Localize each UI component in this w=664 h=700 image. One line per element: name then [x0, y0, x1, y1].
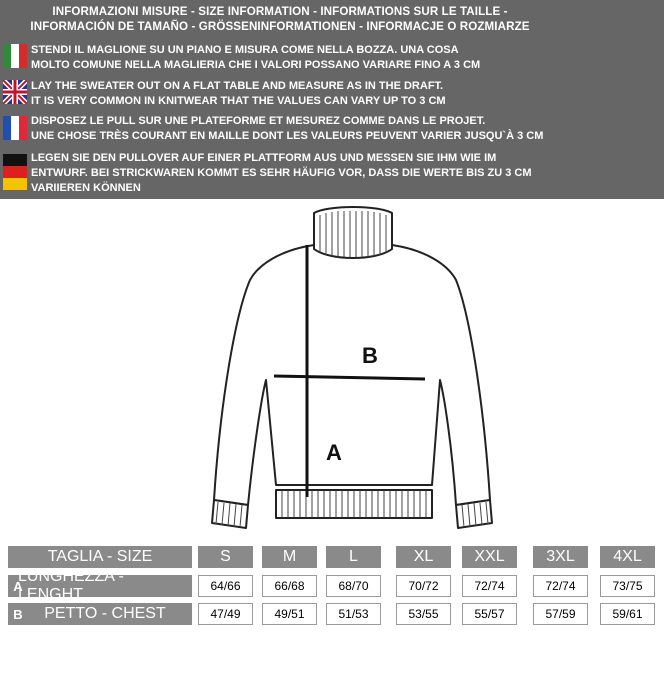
- instruction-italian-text: [31, 43, 480, 73]
- length-value: 72/74: [462, 575, 517, 597]
- row-letter-b: B: [13, 606, 23, 622]
- banner-title-line1: INFORMAZIONI MISURE - SIZE INFORMATION - INFORMATIONS SUR LE TAILLE -: [52, 5, 508, 18]
- size-header: XXL: [462, 546, 517, 568]
- row-label-length: [8, 568, 192, 603]
- instruction-line: LAY THE SWEATER OUT ON A FLAT TABLE AND MEASURE AS IN THE DRAFT.: [31, 80, 444, 92]
- row-label-chest: [8, 603, 192, 625]
- size-header: S: [198, 546, 253, 568]
- instruction-line: IT IS VERY COMMON IN KNITWEAR THAT THE VALUES CAN VARY UP TO 3 CM: [31, 95, 446, 107]
- instruction-line: VARIIEREN KÖNNEN: [31, 182, 141, 194]
- size-header-label: TAGLIA - SIZE: [8, 546, 192, 568]
- instruction-german-text: [31, 151, 532, 196]
- italy-flag-icon: [3, 44, 27, 68]
- instruction-french-text: [31, 114, 543, 144]
- instruction-line: ENTWURF. BEI STRICKWAREN KOMMT ES SEHR HÄUFIG VOR, DASS DIE WERTE BIS ZU 3 CM: [31, 167, 532, 179]
- length-value: 70/72: [396, 575, 451, 597]
- size-header: 4XL: [600, 546, 655, 568]
- instruction-line: DISPOSEZ LE PULL SUR UNE PLATEFORME ET MESUREZ COMME DANS LE PROJET.: [31, 115, 486, 127]
- uk-flag-icon: [3, 80, 27, 104]
- chest-value: 53/55: [396, 603, 451, 625]
- length-value: 64/66: [198, 575, 253, 597]
- sweater-diagram: [200, 205, 500, 535]
- instruction-english-text: [31, 79, 446, 109]
- size-header: 3XL: [533, 546, 588, 568]
- chest-value: 47/49: [198, 603, 253, 625]
- chest-value: 57/59: [533, 603, 588, 625]
- row-label-length-text: LUNGHEZZA - LENGHT: [18, 568, 124, 603]
- chest-value: 55/57: [462, 603, 517, 625]
- measure-label-b: B: [362, 343, 378, 368]
- length-value: 72/74: [533, 575, 588, 597]
- info-banner: [0, 0, 664, 199]
- chest-value: 59/61: [600, 603, 655, 625]
- banner-title: [0, 4, 560, 34]
- size-header: L: [326, 546, 381, 568]
- germany-flag-icon: [3, 154, 27, 190]
- size-header: M: [262, 546, 317, 568]
- row-label-chest-text: PETTO - CHEST: [44, 605, 166, 622]
- instruction-line: STENDI IL MAGLIONE SU UN PIANO E MISURA COME NELLA BOZZA. UNA COSA: [31, 44, 459, 56]
- instruction-line: MOLTO COMUNE NELLA MAGLIERIA CHE I VALORI POSSANO VARIARE FINO A 3 CM: [31, 59, 481, 71]
- row-letter-a: A: [13, 578, 23, 594]
- instruction-line: LEGEN SIE DEN PULLOVER AUF EINER PLATTFORM AUS UND MESSEN SIE IHM WIE IM: [31, 152, 497, 164]
- chest-value: 49/51: [262, 603, 317, 625]
- length-value: 68/70: [326, 575, 381, 597]
- instruction-line: UNE CHOSE TRÈS COURANT EN MAILLE DONT LES VALEURS PEUVENT VARIER JUSQU`À 3 CM: [31, 130, 544, 142]
- banner-title-line2: INFORMACIÓN DE TAMAÑO - GRÖSSENINFORMATIONEN - INFORMACJE O ROZMIARZE: [30, 20, 530, 33]
- length-value: 66/68: [262, 575, 317, 597]
- length-value: 73/75: [600, 575, 655, 597]
- measure-label-a: A: [326, 440, 342, 465]
- size-header: XL: [396, 546, 451, 568]
- france-flag-icon: [3, 116, 27, 140]
- chest-value: 51/53: [326, 603, 381, 625]
